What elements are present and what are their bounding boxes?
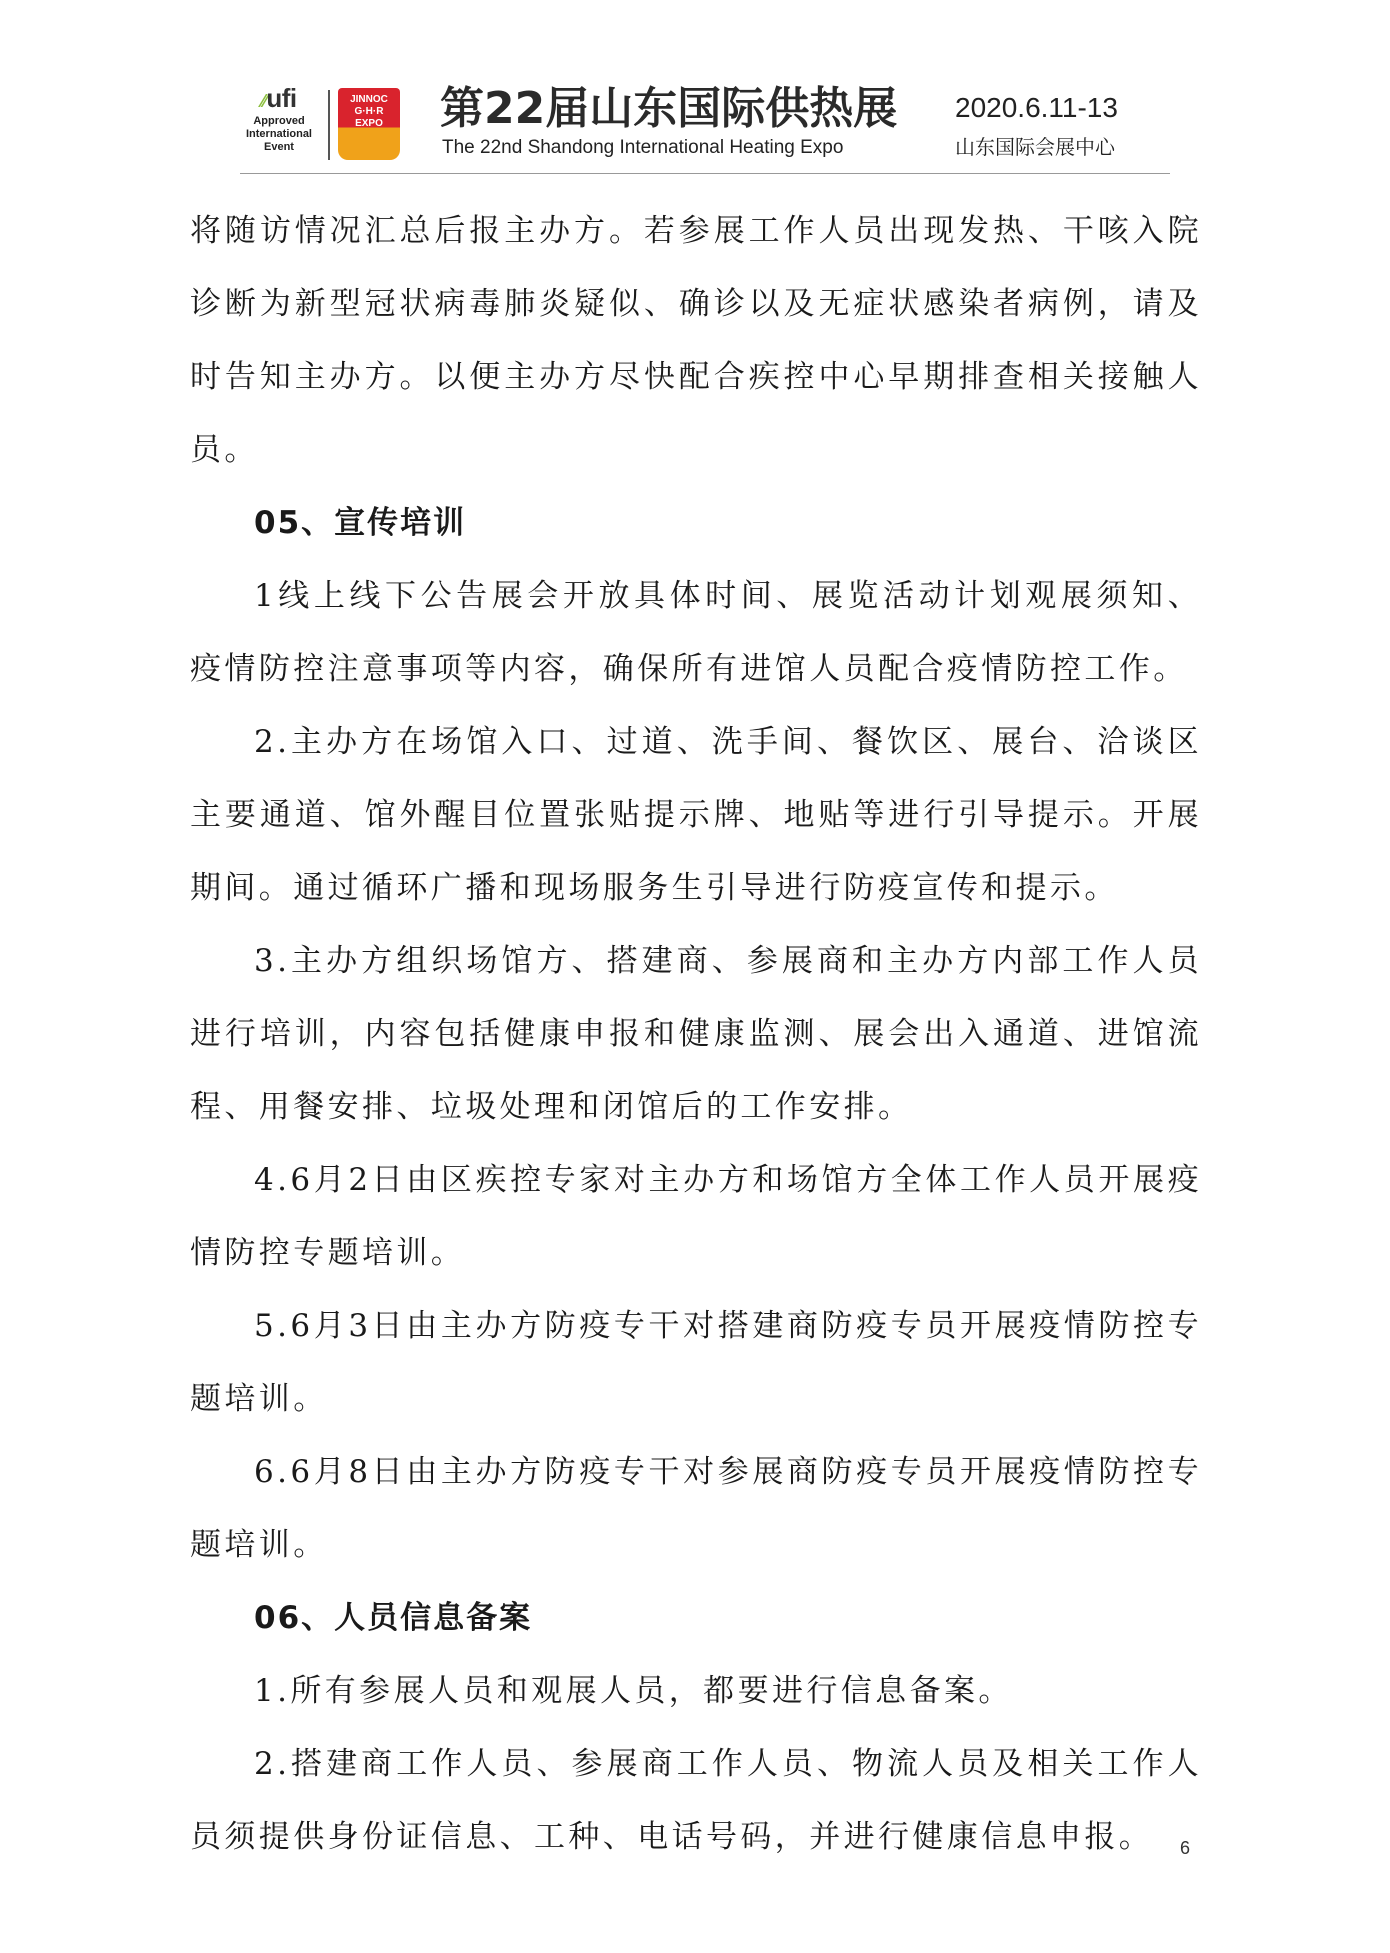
paragraph-05-5: 5.6月3日由主办方防疫专干对搭建商防疫专员开展疫情防控专题培训。 xyxy=(190,1308,1202,1417)
section-heading-05: 05、宣传培训 xyxy=(254,505,467,541)
paragraph-06-2: 2.搭建商工作人员、参展商工作人员、物流人员及相关工作人员须提供身份证信息、工种、电话号码，并进行健康信息申报。 xyxy=(190,1746,1202,1855)
expo-venue: 山东国际会展中心 xyxy=(955,135,1115,159)
paragraph-05-3: 3.主办方组织场馆方、搭建商、参展商和主办方内部工作人员进行培训，内容包括健康申报和健康监测、展会出入通道、进馆流程、用餐安排、垃圾处理和闭馆后的工作安排。 xyxy=(190,943,1202,1125)
expo-date: 2020.6.11-13 xyxy=(955,92,1118,123)
jinnoc-line-2: G·H·R xyxy=(354,106,384,117)
paragraph-05-1: 1线上线下公告展会开放具体时间、展览活动计划观展须知、疫情防控注意事项等内容，确保所有进馆人员配合疫情防控工作。 xyxy=(190,578,1202,687)
expo-title-english: The 22nd Shandong International Heating Expo xyxy=(442,137,844,158)
paragraph-06-1: 1.所有参展人员和观展人员，都要进行信息备案。 xyxy=(254,1673,1013,1709)
section-heading-06: 06、人员信息备案 xyxy=(254,1600,533,1636)
paragraph-05-4: 4.6月2日由区疾控专家对主办方和场馆方全体工作人员开展疫情防控专题培训。 xyxy=(190,1162,1202,1271)
ufi-line-2: International xyxy=(245,128,312,140)
ufi-approved-event-logo xyxy=(240,84,318,164)
ufi-mark: ⁄⁄ufi xyxy=(261,83,297,113)
header-logo-divider xyxy=(328,90,330,160)
paragraph-05-6: 6.6月8日由主办方防疫专干对参展商防疫专员开展疫情防控专题培训。 xyxy=(190,1454,1202,1563)
ufi-line-3: Event xyxy=(264,141,294,153)
ufi-line-1: Approved xyxy=(253,115,305,127)
jinnoc-ghr-expo-logo xyxy=(338,88,400,160)
page-number: 6 xyxy=(1180,1838,1191,1858)
header-rule xyxy=(240,173,1170,174)
paragraph-05-2: 2.主办方在场馆入口、过道、洗手间、餐饮区、展台、洽谈区主要通道、馆外醒目位置张贴提示牌、地贴等进行引导提示。开展期间。通过循环广播和现场服务生引导进行防疫宣传和提示。 xyxy=(190,724,1202,906)
paragraph-intro: 将随访情况汇总后报主办方。若参展工作人员出现发热、干咳入院诊断为新型冠状病毒肺炎疑似、确诊以及无症状感染者病例，请及时告知主办方。以便主办方尽快配合疾控中心早期排查相关接触人员。 xyxy=(190,213,1202,468)
document-body xyxy=(190,195,1202,1874)
jinnoc-line-3: EXPO xyxy=(355,118,383,129)
page-header xyxy=(240,84,1170,172)
jinnoc-line-1: JINNOC xyxy=(350,94,388,105)
expo-title-chinese: 第22届山东国际供热展 xyxy=(440,83,898,134)
